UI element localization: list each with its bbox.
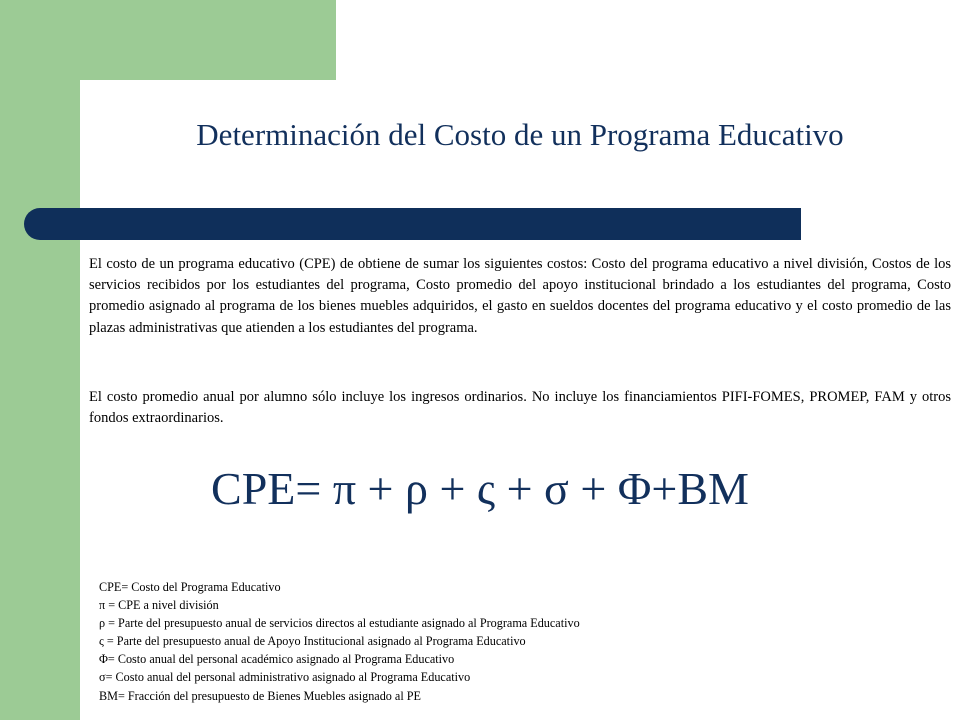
formula-legend [99, 578, 580, 705]
legend-item-pi: π = CPE a nivel división [99, 598, 219, 613]
legend-item-sigma: σ= Costo anual del personal administrativo asignado al Programa Educativo [99, 670, 471, 685]
income-note-paragraph: El costo promedio anual por alumno sólo incluye los ingresos ordinarios. No incluye los financiamientos PIFI-FOMES, PROMEP, FAM y otros fondos extraordinarios. [89, 389, 951, 427]
title-underline-bar [24, 208, 801, 240]
cpe-definition-paragraph: El costo de un programa educativo (CPE) de obtiene de sumar los siguientes costos: Costo del programa educativo a nivel división, Costos de los servicios recibidos por los estudiantes del programa, Costo promedio del apoyo institucional brindado a los estudiantes del programa, Costo promedio asignado al programa de los bienes muebles adquiridos, el gasto en sueldos docentes del programa educativo y el costo promedio de las plazas administrativas que atienden a los estudiantes del programa. [89, 256, 951, 336]
legend-item-rho: ρ = Parte del presupuesto anual de servicios directos al estudiante asignado al Programa Educativo [99, 616, 580, 631]
legend-item-phi: Φ= Costo anual del personal académico asignado al Programa Educativo [99, 652, 455, 667]
legend-item-final-sigma: ς = Parte del presupuesto anual de Apoyo Institucional asignado al Programa Educativo [99, 634, 526, 649]
top-green-band [0, 0, 336, 80]
legend-item-bm: BM= Fracción del presupuesto de Bienes Muebles asignado al PE [99, 688, 421, 703]
sidebar-green-band [0, 0, 80, 720]
slide-title: Determinación del Costo de un Programa Educativo [196, 117, 844, 152]
cpe-formula: CPE= π + ρ + ς + σ + Φ+BM [211, 463, 749, 514]
legend-item-cpe: CPE= Costo del Programa Educativo [99, 580, 281, 594]
